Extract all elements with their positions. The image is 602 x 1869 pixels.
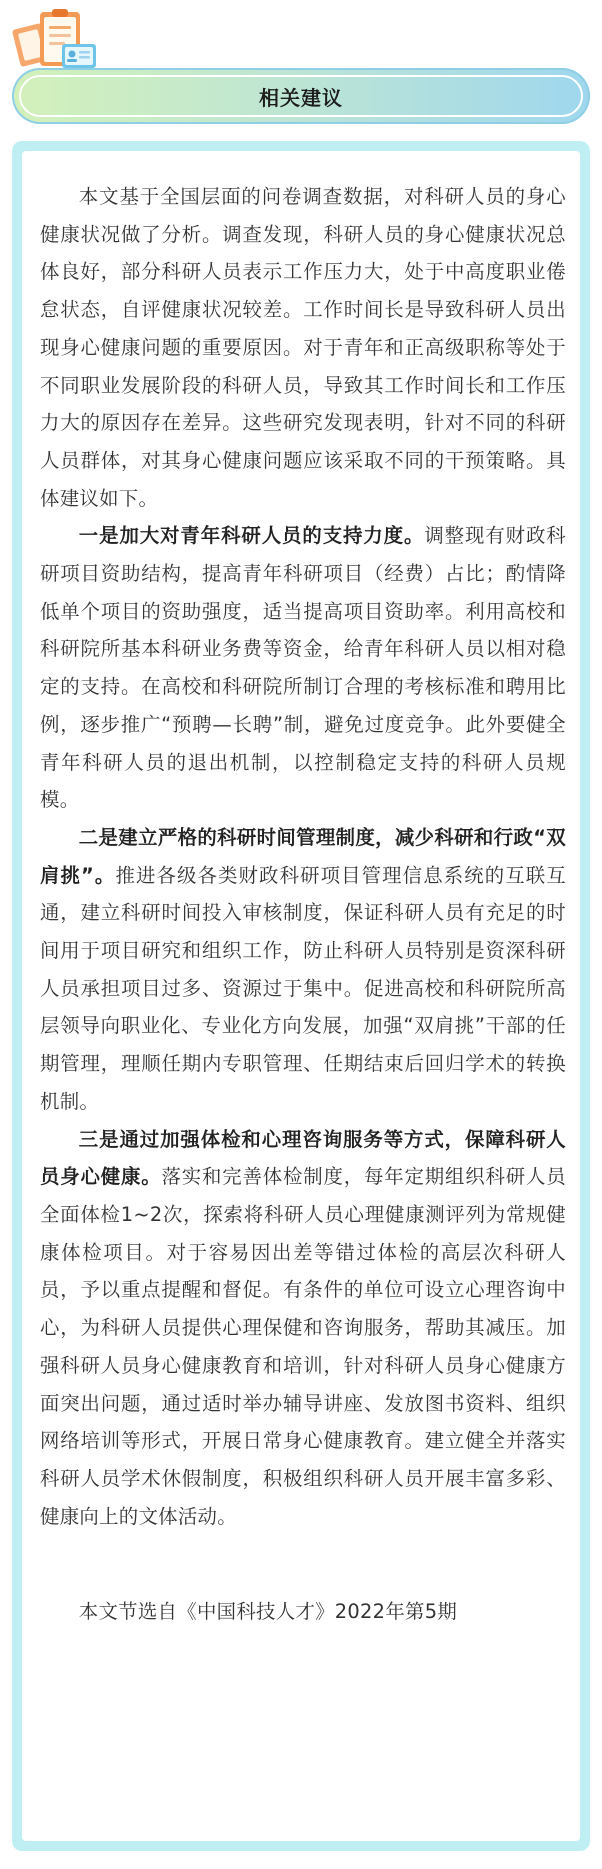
source-note: 本文节选自《中国科技人才》2022年第5期 bbox=[78, 1600, 458, 1624]
suggestion-body-2: 推进各级各类财政科研项目管理信息系统的互联互通，建立科研时间投入审核制度，保证科研人员有充足的时间用于项目研究和组织工作，防止科研人员特别是资深科研人员承担项目过多、资源过于集中。促进高校和科研院所高层领导向职业化、专业化方向发展，加强“双肩挑”干部的任期管理，理顺任期内专职管理、任期结束后回归学术的转换机制。 bbox=[40, 863, 566, 1113]
suggestion-body-1: 调整现有财政科研项目资助结构，提高青年科研项目（经费）占比；酌情降低单个项目的资助强度，适当提高项目资助率。利用高校和科研院所基本科研业务费等资金，给青年科研人员以相对稳定的支持。在高校和科研院所制订合理的考核标准和聘用比例，逐步推广“预聘—长聘”制，避免过度竞争。此外要健全青年科研人员的退出机制，以控制稳定支持的科研人员规模。 bbox=[40, 524, 566, 812]
article-body bbox=[22, 151, 580, 1841]
suggestion-body-3: 落实和完善体检制度，每年定期组织科研人员全面体检1~2次，探索将科研人员心理健康测评列为常规健康体检项目。对于容易因出差等错过体检的高层次科研人员，予以重点提醒和督促。有条件的单位可设立心理咨询中心，为科研人员提供心理保健和咨询服务，帮助其减压。加强科研人员身心健康教育和培训，针对科研人员身心健康方面突出问题，通过适时举办辅导讲座、发放图书资料、组织网络培训等形式，开展日常身心健康教育。建立健全并落实科研人员学术休假制度，积极组织科研人员开展丰富多彩、健康向上的文体活动。 bbox=[40, 1165, 566, 1528]
intro-paragraph: 本文基于全国层面的问卷调查数据，对科研人员的身心健康状况做了分析。调查发现，科研人员的身心健康状况总体良好，部分科研人员表示工作压力大，处于中高度职业倦怠状态，自评健康状况较差。工作时间长是导致科研人员出现身心健康问题的重要原因。对于青年和正高级职称等处于不同职业发展阶段的科研人员，导致其工作时间长和工作压力大的原因存在差异。这些研究发现表明，针对不同的科研人员群体，对其身心健康问题应该采取不同的干预策略。具体建议如下。 bbox=[40, 185, 566, 510]
suggestion-paragraph-2 bbox=[40, 819, 566, 1121]
suggestion-heading-2: 二是建立严格的科研时间管理制度，减少科研和行政“双肩挑”。 bbox=[40, 825, 566, 887]
suggestion-heading-3: 三是通过加强体检和心理咨询服务等方式，保障科研人员身心健康。 bbox=[40, 1127, 566, 1189]
section-title: 相关建议 bbox=[259, 85, 343, 110]
suggestion-heading-1: 一是加大对青年科研人员的支持力度。 bbox=[78, 524, 425, 548]
suggestion-paragraph-1 bbox=[40, 517, 566, 819]
suggestion-paragraph-3 bbox=[40, 1121, 566, 1536]
clipboard-id-card-icon bbox=[10, 4, 102, 80]
article-box bbox=[12, 141, 590, 1851]
section-title-inner bbox=[19, 75, 583, 117]
